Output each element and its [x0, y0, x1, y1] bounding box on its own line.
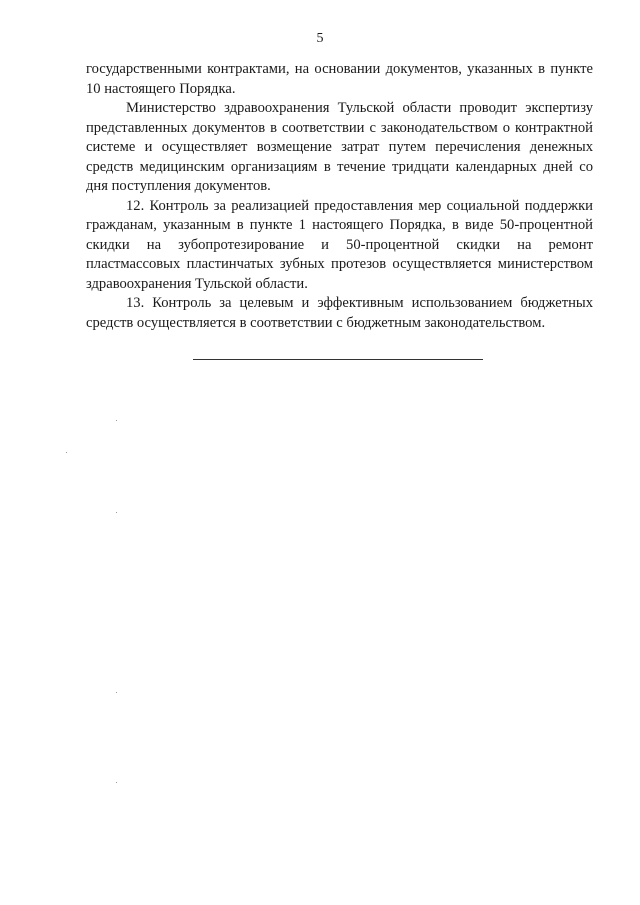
- scan-speck: [116, 782, 117, 783]
- paragraph-13: 13. Контроль за целевым и эффективным использованием бюджетных средств осуществляется в соответствии с бюджетным законодательством.: [86, 295, 593, 331]
- scan-speck: [116, 420, 117, 421]
- scan-speck: [116, 692, 117, 693]
- paragraph-12: 12. Контроль за реализацией предоставления мер социальной поддержки гражданам, указанным в пункте 1 настоящего Порядка, в виде 50-процентной скидки на зубопротезирование и 50-процентной скидки на ремонт пластмассовых пластинчатых зубных протезов осуществляется министерством здравоохранения Тульской области.: [86, 197, 593, 292]
- document-body: [86, 60, 593, 333]
- paragraph-continuation: государственными контрактами, на основании документов, указанных в пункте 10 настоящего Порядка.: [86, 61, 593, 97]
- page-number: 5: [316, 31, 324, 46]
- scan-speck: [66, 452, 67, 453]
- scan-speck: [116, 512, 117, 513]
- end-separator-line: [193, 359, 483, 360]
- paragraph-expertise: Министерство здравоохранения Тульской области проводит экспертизу представленных документов в соответствии с законодательством о контрактной системе и осуществляет возмещение затрат путем перечисления денежных средств медицинским организациям в течение тридцати календарных дней со дня поступления документов.: [86, 100, 593, 194]
